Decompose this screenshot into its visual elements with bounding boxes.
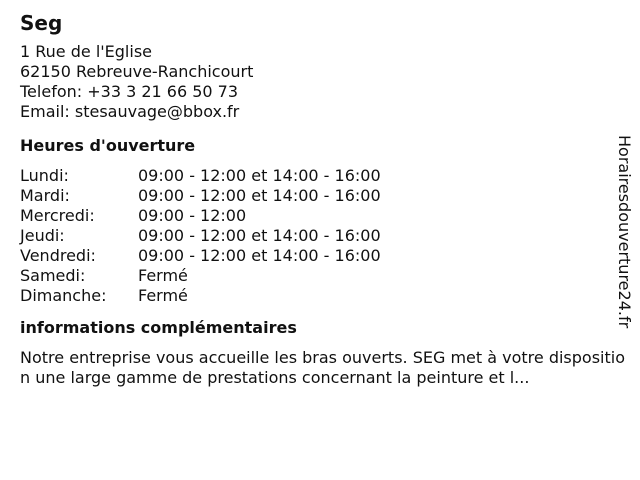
- day-label: Lundi:: [20, 166, 69, 185]
- hours-table: [20, 166, 620, 306]
- info-title: informations complémentaires: [20, 318, 297, 337]
- day-label: Vendredi:: [20, 246, 96, 265]
- time-value: 09:00 - 12:00: [138, 206, 247, 225]
- time-value: 09:00 - 12:00 et 14:00 - 16:00: [138, 186, 381, 205]
- address-line-2: 62150 Rebreuve-Ranchicourt: [20, 62, 254, 81]
- day-label: Samedi:: [20, 266, 86, 285]
- day-label: Jeudi:: [20, 226, 65, 245]
- hours-row-thursday: [20, 226, 620, 246]
- hours-row-tuesday: [20, 186, 620, 206]
- hours-title: Heures d'ouverture: [20, 136, 196, 155]
- phone-line: Telefon: +33 3 21 66 50 73: [20, 82, 239, 101]
- hours-row-friday: [20, 246, 620, 266]
- time-value: 09:00 - 12:00 et 14:00 - 16:00: [138, 166, 381, 185]
- time-value: Fermé: [138, 286, 188, 305]
- hours-row-sunday: [20, 286, 620, 306]
- time-value: Fermé: [138, 266, 188, 285]
- time-value: 09:00 - 12:00 et 14:00 - 16:00: [138, 246, 381, 265]
- day-label: Dimanche:: [20, 286, 107, 305]
- hours-row-saturday: [20, 266, 620, 286]
- hours-row-wednesday: [20, 206, 620, 226]
- day-label: Mardi:: [20, 186, 70, 205]
- info-description: Notre entreprise vous accueille les bras ouverts. SEG met à votre disposition une large gamme de prestations concernant la peinture et l...: [20, 348, 625, 387]
- business-name: Seg: [20, 11, 63, 35]
- hours-row-monday: [20, 166, 620, 186]
- time-value: 09:00 - 12:00 et 14:00 - 16:00: [138, 226, 381, 245]
- address-line-1: 1 Rue de l'Eglise: [20, 42, 152, 61]
- site-watermark: Horairesdouverture24.fr: [615, 135, 634, 329]
- day-label: Mercredi:: [20, 206, 95, 225]
- email-line: Email: stesauvage@bbox.fr: [20, 102, 240, 121]
